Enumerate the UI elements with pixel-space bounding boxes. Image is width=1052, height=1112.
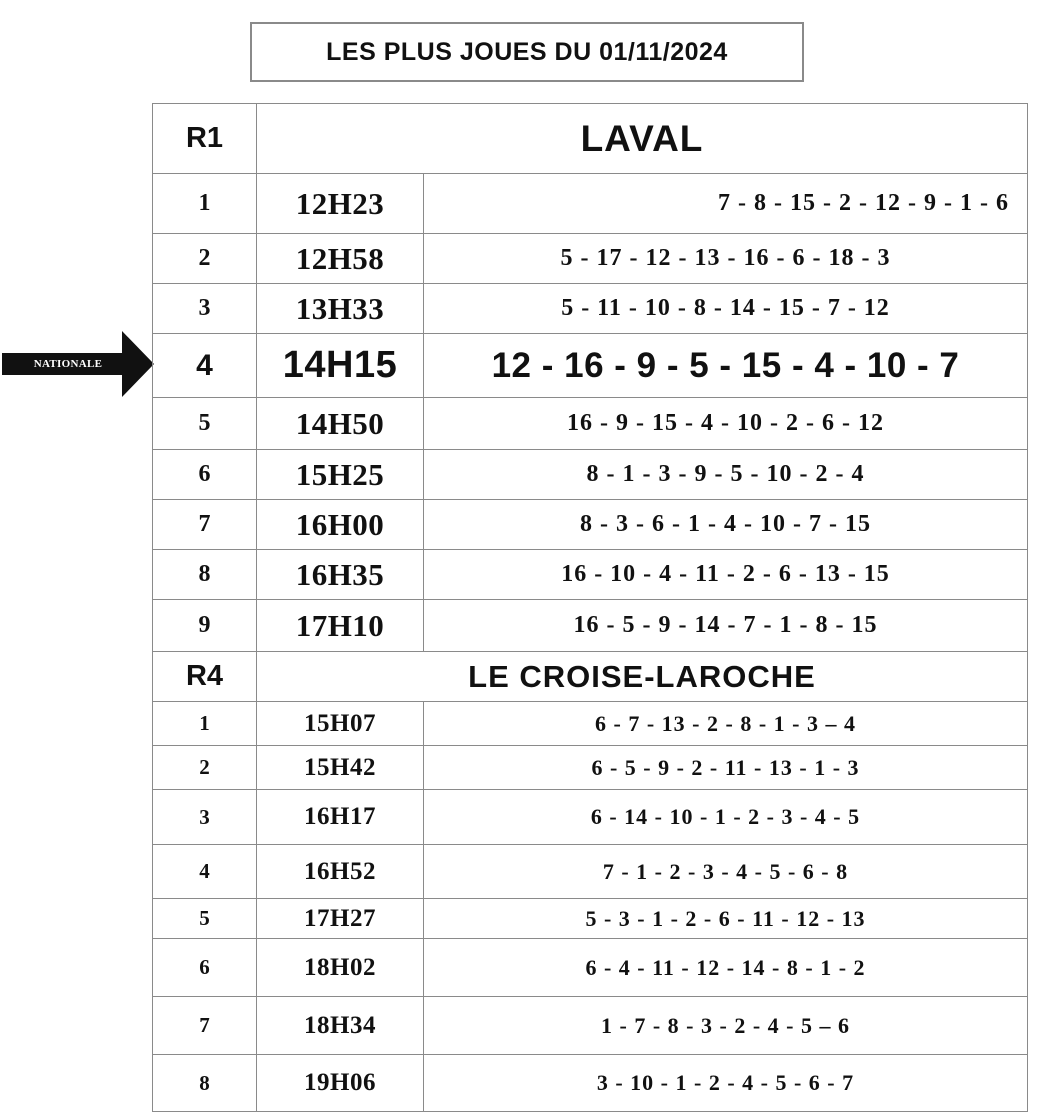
meeting-header-r4 [153, 652, 1028, 702]
race-time: 16H00 [257, 500, 424, 550]
table-row [153, 550, 1028, 600]
race-number: 7 [153, 500, 257, 550]
race-number: 5 [153, 398, 257, 450]
race-picks: 6 - 5 - 9 - 2 - 11 - 13 - 1 - 3 [424, 746, 1028, 790]
table-row [153, 845, 1028, 899]
race-time: 18H02 [257, 939, 424, 997]
arrow-icon [2, 331, 154, 397]
table-row [153, 899, 1028, 939]
meeting-code: R4 [153, 652, 257, 702]
race-time: 18H34 [257, 997, 424, 1055]
race-picks: 16 - 5 - 9 - 14 - 7 - 1 - 8 - 15 [424, 600, 1028, 652]
table-row [153, 450, 1028, 500]
race-picks: 6 - 7 - 13 - 2 - 8 - 1 - 3 – 4 [424, 702, 1028, 746]
race-number: 6 [153, 450, 257, 500]
race-time: 16H17 [257, 790, 424, 845]
table-row [153, 1055, 1028, 1112]
race-number: 3 [153, 790, 257, 845]
race-number: 3 [153, 284, 257, 334]
race-picks: 8 - 3 - 6 - 1 - 4 - 10 - 7 - 15 [424, 500, 1028, 550]
race-number: 7 [153, 997, 257, 1055]
race-picks: 7 - 1 - 2 - 3 - 4 - 5 - 6 - 8 [424, 845, 1028, 899]
race-time: 12H58 [257, 234, 424, 284]
races-table [152, 103, 1028, 1112]
race-time: 14H15 [257, 334, 424, 398]
race-time: 17H10 [257, 600, 424, 652]
table-row [153, 746, 1028, 790]
race-time: 16H52 [257, 845, 424, 899]
race-picks: 1 - 7 - 8 - 3 - 2 - 4 - 5 – 6 [424, 997, 1028, 1055]
race-time: 14H50 [257, 398, 424, 450]
race-number: 5 [153, 899, 257, 939]
meeting-name: LAVAL [257, 104, 1028, 174]
race-number: 8 [153, 1055, 257, 1112]
race-picks: 5 - 17 - 12 - 13 - 16 - 6 - 18 - 3 [424, 234, 1028, 284]
table-row [153, 398, 1028, 450]
table-row [153, 500, 1028, 550]
table-row [153, 174, 1028, 234]
race-picks: 6 - 4 - 11 - 12 - 14 - 8 - 1 - 2 [424, 939, 1028, 997]
table-row [153, 939, 1028, 997]
race-time: 12H23 [257, 174, 424, 234]
race-time: 19H06 [257, 1055, 424, 1112]
meeting-code: R1 [153, 104, 257, 174]
race-number: 4 [153, 334, 257, 398]
race-time: 13H33 [257, 284, 424, 334]
race-picks: 12 - 16 - 9 - 5 - 15 - 4 - 10 - 7 [424, 334, 1028, 398]
race-picks: 7 - 8 - 15 - 2 - 12 - 9 - 1 - 6 [424, 174, 1028, 234]
meeting-name: LE CROISE-LAROCHE [257, 652, 1028, 702]
race-time: 15H42 [257, 746, 424, 790]
arrow-label: NATIONALE [33, 358, 103, 370]
race-number: 9 [153, 600, 257, 652]
race-number: 2 [153, 746, 257, 790]
table-row [153, 997, 1028, 1055]
race-number: 4 [153, 845, 257, 899]
race-picks: 6 - 14 - 10 - 1 - 2 - 3 - 4 - 5 [424, 790, 1028, 845]
table-row [153, 790, 1028, 845]
race-number: 6 [153, 939, 257, 997]
race-number: 1 [153, 174, 257, 234]
table-row-highlighted [153, 334, 1028, 398]
table-row [153, 702, 1028, 746]
race-time: 17H27 [257, 899, 424, 939]
race-picks: 5 - 11 - 10 - 8 - 14 - 15 - 7 - 12 [424, 284, 1028, 334]
race-picks: 16 - 9 - 15 - 4 - 10 - 2 - 6 - 12 [424, 398, 1028, 450]
table-row [153, 234, 1028, 284]
race-picks: 16 - 10 - 4 - 11 - 2 - 6 - 13 - 15 [424, 550, 1028, 600]
race-picks: 3 - 10 - 1 - 2 - 4 - 5 - 6 - 7 [424, 1055, 1028, 1112]
race-number: 8 [153, 550, 257, 600]
race-time: 15H07 [257, 702, 424, 746]
page-title: LES PLUS JOUES DU 01/11/2024 [250, 22, 804, 82]
race-number: 1 [153, 702, 257, 746]
race-picks: 8 - 1 - 3 - 9 - 5 - 10 - 2 - 4 [424, 450, 1028, 500]
meeting-header-r1 [153, 104, 1028, 174]
race-time: 16H35 [257, 550, 424, 600]
race-time: 15H25 [257, 450, 424, 500]
table-row [153, 600, 1028, 652]
race-number: 2 [153, 234, 257, 284]
table-row [153, 284, 1028, 334]
race-picks: 5 - 3 - 1 - 2 - 6 - 11 - 12 - 13 [424, 899, 1028, 939]
